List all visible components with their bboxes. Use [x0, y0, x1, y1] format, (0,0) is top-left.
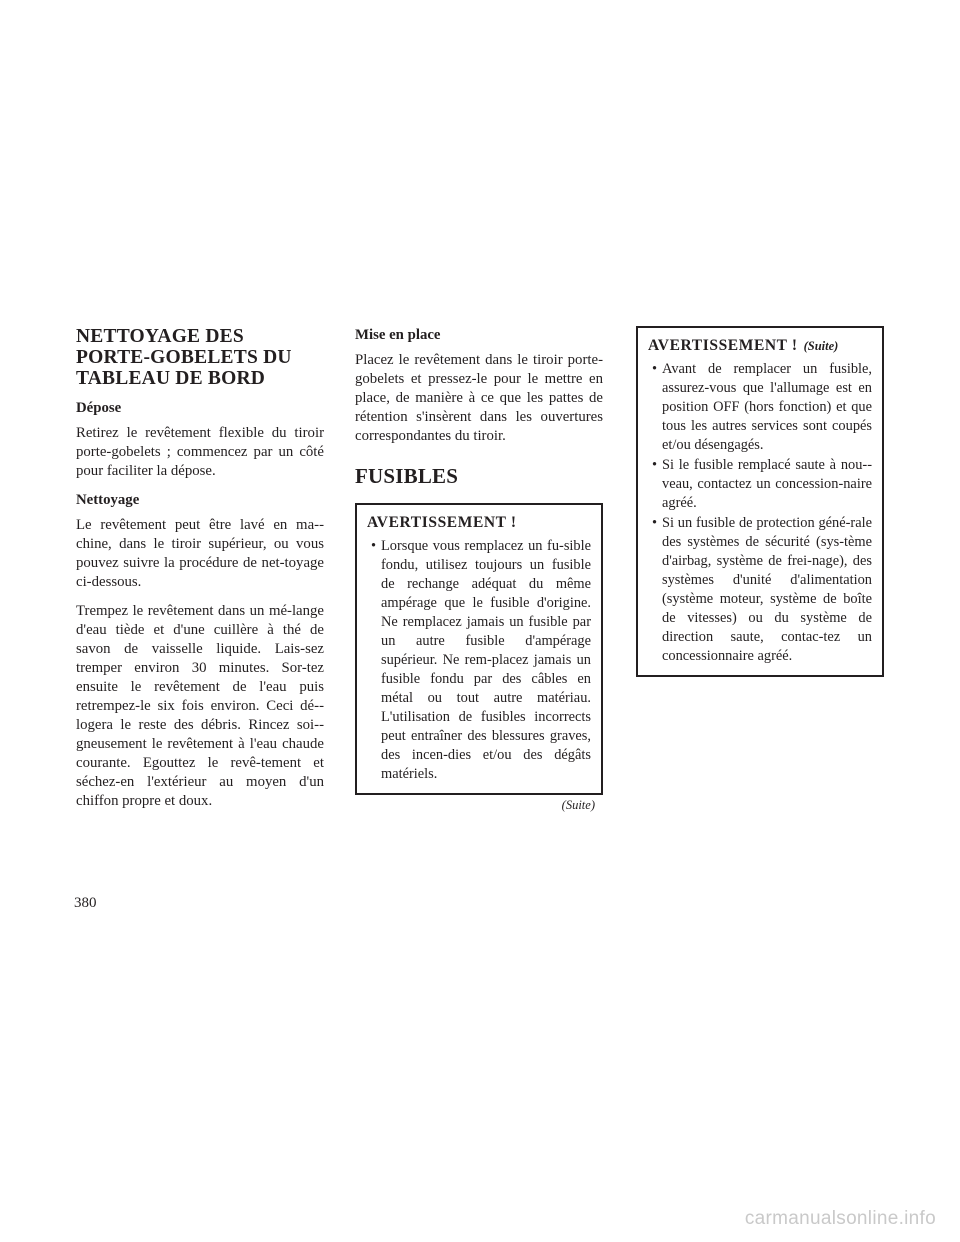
column-right [636, 326, 884, 677]
title-line-2: PORTE-GOBELETS DU [76, 347, 292, 368]
paragraph-nettoyage-2: Trempez le revêtement dans un mé-lange d'eau tiède et d'une cuillère à thé de savon de vaisselle liquide. Lais-sez tremper environ 30 minutes. Sor-tez ensuite le revêtement de l'eau puis retrempez-le six fois environ. Ceci dé-logera le reste des débris. Rincez soi-gneusement le revêtement à l'eau chaude courante. Egouttez le revê-tement et séchez-en l'extérieur au moyen d'un chiffon propre et doux. [76, 603, 324, 809]
warning-title [367, 513, 591, 533]
page-number: 380 [74, 895, 97, 911]
watermark: carmanualsonline.info [744, 1208, 936, 1229]
column-middle [355, 326, 603, 813]
warning-title-text: AVERTISSEMENT ! [367, 514, 517, 531]
warning-title-text: AVERTISSEMENT ! [648, 337, 798, 354]
subheading-mise-en-place: Mise en place [355, 327, 441, 343]
warning-item: • Si un fusible de protection géné-rale des systèmes de sécurité (sys-tème d'airbag, système de frei-nage), des systèmes d'unité d'alimentation (système moteur, système de boîte de vitesses) ou du système de direction saute, contac-tez un concessionnaire agréé. [648, 514, 872, 666]
warning-list [367, 537, 591, 784]
paragraph-nettoyage-1: Le revêtement peut être lavé en ma-chine, dans le tiroir supérieur, ou vous pouvez suivre la procédure de net-toyage ci-dessous. [76, 517, 324, 590]
warning-list [648, 360, 872, 666]
subheading-depose: Dépose [76, 400, 122, 416]
warning-item: • Lorsque vous remplacez un fu-sible fondu, utilisez toujours un fusible de rechange adéquat du même ampérage que le fusible d'origine. Ne remplacez jamais un fusible par un autre fusible d'ampérage supérieur. Ne rem-placez jamais un fusible fondu par des câbles en métal ou tout autre matériau. L'utilisation de fusibles incorrects peut entraîner des blessures graves, des incen-dies et/ou des dégâts matériels. [367, 537, 591, 784]
subheading-nettoyage: Nettoyage [76, 492, 140, 508]
warning-item: • Avant de remplacer un fusible, assurez-vous que l'allumage est en position OFF (hors fonction) et que tous les autres services sont coupés et/ou désengagés. [648, 360, 872, 455]
warning-title-continued [648, 336, 872, 356]
title-line-1: NETTOYAGE DES [76, 326, 244, 347]
title-line-3: TABLEAU DE BORD [76, 368, 266, 389]
column-left [76, 326, 324, 821]
section-title-nettoyage [76, 326, 324, 389]
warning-box-continued [636, 326, 884, 677]
paragraph-mise-en-place: Placez le revêtement dans le tiroir porte-gobelets et pressez-le pour le mettre en place, de manière à ce que les pattes de rétention s'insèrent dans les ouvertures correspondantes du tiroir. [355, 352, 603, 444]
continued-inline-label: (Suite) [803, 339, 839, 353]
section-title-fusibles: FUSIBLES [355, 464, 459, 488]
continued-label: (Suite) [561, 798, 595, 812]
paragraph-depose: Retirez le revêtement flexible du tiroir porte-gobelets ; commencez par un côté pour faciliter la dépose. [76, 425, 324, 479]
warning-item: • Si le fusible remplacé saute à nou-veau, contactez un concession-naire agréé. [648, 456, 872, 513]
warning-box [355, 503, 603, 795]
